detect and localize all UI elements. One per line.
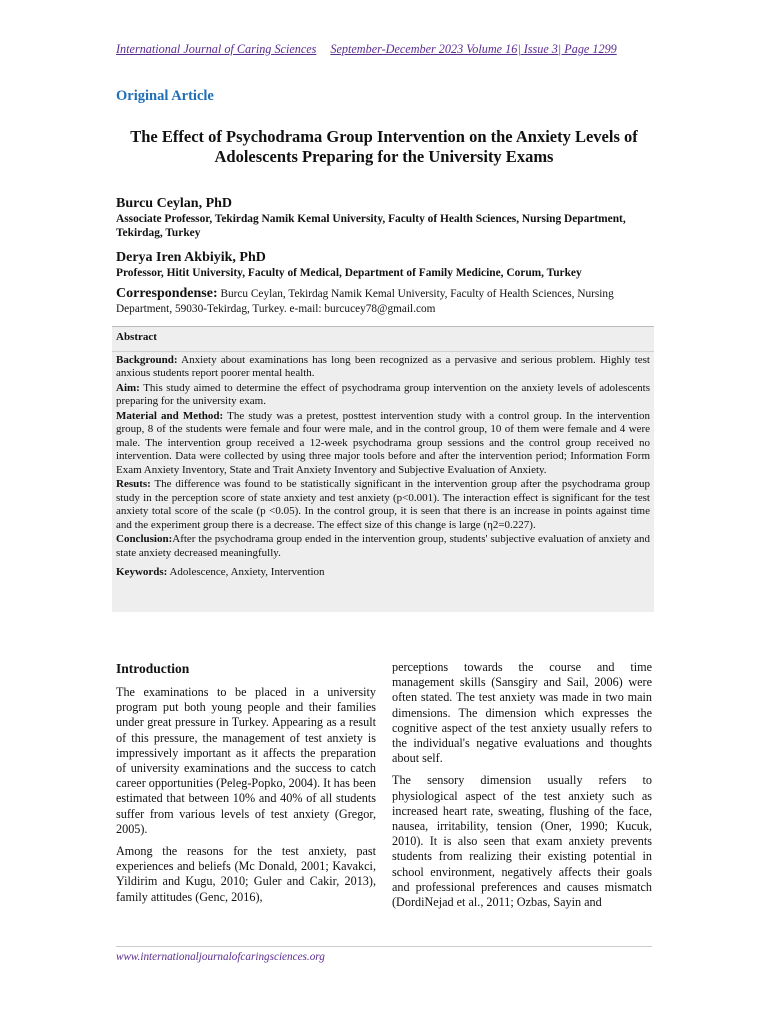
paragraph: perceptions towards the course and time management skills (Sansgiry and Sail, 2006) were often stated. The test anxiety was made in two main dimensions. The dimension which expresses the cognitive aspect of the test anxiety usually refers to the individual's negative evaluations and thoughts about self. [392,660,652,766]
footer-divider [116,946,652,947]
paragraph: The sensory dimension usually refers to physiological aspect of the test anxiety such as increased heart rate, sweating, flushing of the face, nausea, irritability, tension (Oner, 1990; Kucuk, 2010). It is also seen that exam anxiety prevents students from realizing their existing potential in school environment, negatively affects their goals and professional preferences and causes mismatch (DordiNejad et al., 2011; Ozbas, Sayin and [392,773,652,910]
introduction-heading: Introduction [116,661,190,676]
author-block-2 [116,249,656,280]
section-text: After the psychodrama group ended in the intervention group, students' subjective evaluation of anxiety and state anxiety decreased meaningfully. [116,533,650,559]
abstract-background [116,354,650,381]
body-column-right [392,660,652,917]
journal-name[interactable]: International Journal of Caring Sciences [116,42,317,56]
paragraph: The examinations to be placed in a university program put both young people and their families under great pressure in Turkey. Appearing as a result of this pressure, the management of test anxiety is impressively important as it affects the preparation of university examinations and the success to catch career opportunities (Peleg-Popko, 2004). It has been estimated that between 10% and 40% of all students suffer from various levels of test anxiety (Gregor, 2005). [116,685,376,836]
section-label: Resuts: [116,478,151,490]
section-label: Conclusion: [116,533,173,545]
abstract-aim [116,382,650,409]
abstract-conclusion [116,533,650,560]
section-text: The study was a pretest, posttest intervention study with a control group. In the intervention group, 8 of the students were female and four were male, and in the control group, 10 of them were female and 4 were male. The intervention group received a 12-week psychodrama group sessions and the control group received no intervention. Data were collected by using three major tools before and after the intervention period; Information Form Exam Anxiety Inventory, State and Trait Anxiety Inventory and Subjective Evaluation of Anxiety. [116,409,650,476]
section-label: Aim: [116,381,140,394]
running-header [116,42,650,57]
abstract-box [112,326,654,612]
abstract-results [116,478,650,532]
abstract-method [116,410,650,478]
abstract-divider [112,351,654,352]
section-label: Background: [116,353,178,366]
author-block-1 [116,195,656,240]
keywords [116,566,650,580]
abstract-title: Abstract [116,331,157,343]
body-column-left [116,660,376,912]
author-affiliation: Professor, Hitit University, Faculty of Medical, Department of Family Medicine, Corum, Turkey [116,267,582,279]
section-label: Material and Method: [116,409,224,422]
footer-url[interactable]: www.internationaljournalofcaringsciences.org [116,951,325,963]
section-text: The difference was found to be statistically significant in the intervention group after the psychodrama group study in the perception score of state anxiety and test anxiety (p<0.001). The interaction effect is significant for the test anxiety total score of the scale (p <0.05). In the control group, it is seen that there is an increase in points against time and the experiment group there is a decrease. The effect size of this change is large (η2=0.227). [116,478,650,531]
issue-info[interactable]: September-December 2023 Volume 16| Issue 3| Page 1299 [330,42,617,56]
paragraph: Among the reasons for the test anxiety, past experiences and beliefs (Mc Donald, 2001; Kavakci, Yildirim and Kugu, 2010; Guler and Cakir, 2013), family attitudes (Genc, 2016), [116,844,376,904]
article-type: Original Article [116,88,214,104]
author-name: Derya Iren Akbiyik, PhD [116,250,266,265]
keywords-label: Keywords: [116,566,168,578]
correspondence-text: Burcu Ceylan, Tekirdag Namik Kemal University, Faculty of Health Sciences, Nursing Department, 59030-Tekirdag, Turkey. e-mail: burcucey78@gmail.com [116,288,614,315]
author-name: Burcu Ceylan, PhD [116,196,233,211]
keywords-text: Adolescence, Anxiety, Intervention [169,566,325,578]
section-text: Anxiety about examinations has long been recognized as a pervasive and serious problem. Highly test anxious students report poorer mental health. [116,353,650,379]
author-affiliation: Associate Professor, Tekirdag Namik Kemal University, Faculty of Health Sciences, Nursing Department, Tekirdag, Turkey [116,213,626,239]
correspondence-label: Correspondense: [116,286,218,301]
paper-title: The Effect of Psychodrama Group Intervention on the Anxiety Levels of Adolescents Preparing for the University Exams [130,127,638,166]
section-text: This study aimed to determine the effect of psychodrama group intervention on the anxiety levels of adolescents preparing for the university exam. [116,381,650,407]
correspondence [116,287,656,316]
